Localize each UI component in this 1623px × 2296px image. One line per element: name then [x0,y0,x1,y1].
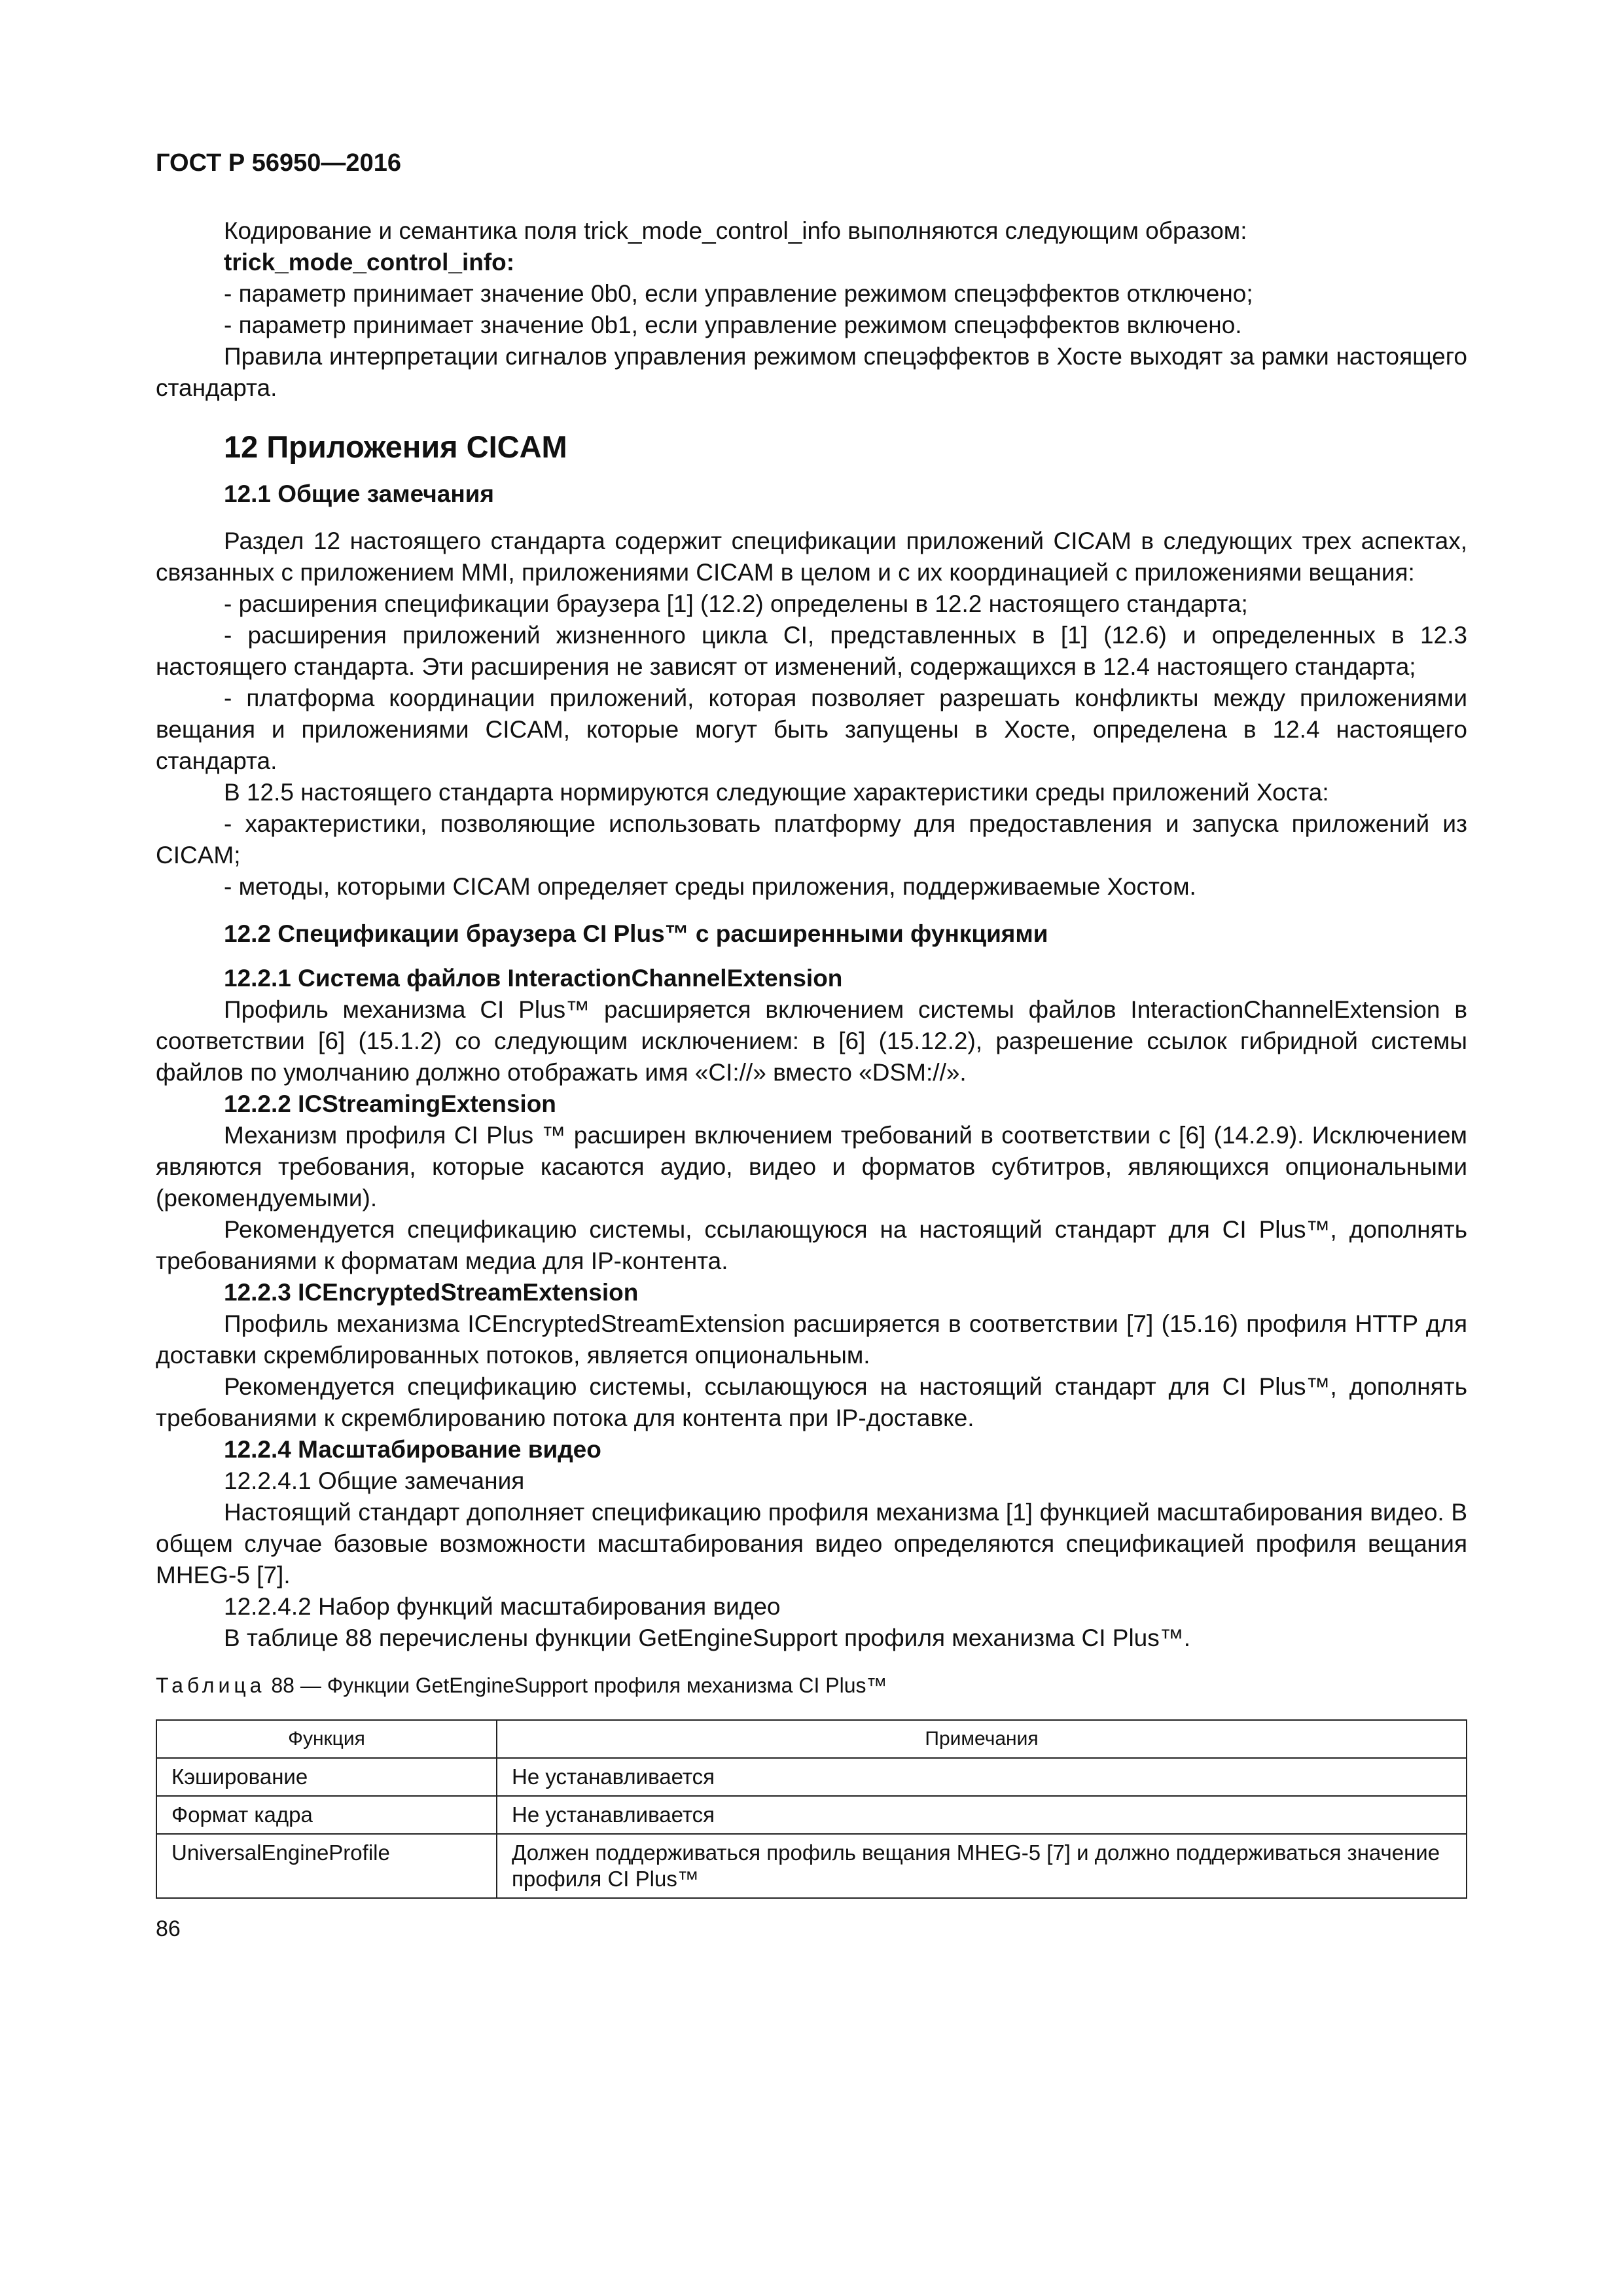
functions-table [156,1719,1467,1899]
subsubsection-title: 12.2.3 ICEncryptedStreamExtension [224,1279,639,1306]
paragraph: В 12.5 настоящего стандарта нормируются следующие характеристики среды приложений Хоста: [224,779,1329,806]
paragraph: Профиль механизма CI Plus™ расширяется включением системы файлов InteractionChannelExtension в соответствии [6] (15.1.2) со следующим исключением: в [6] (15.12.2), разрешение ссылок гибридной системы файлов по умолчанию должно отображать имя «CI://» вместо «DSM://». [156,996,1467,1086]
table-caption-label: Таблица [156,1674,266,1697]
table-row [156,1758,1467,1796]
section-title: 12 Приложения CICAM [224,429,567,464]
document-header: ГОСТ Р 56950—2016 [156,149,401,177]
list-item: - характеристики, позволяющие использовать платформу для предоставления и запуска приложений из CICAM; [156,810,1467,869]
cell-function: UniversalEngineProfile [156,1834,497,1898]
list-item: - расширения приложений жизненного цикла CI, представленных в [1] (12.6) и определенных в 12.3 настоящего стандарта. Эти расширения не зависят от изменений, содержащихся в 12.4 настоящего стандарта; [156,622,1467,680]
cell-function: Кэширование [156,1758,497,1796]
table-header-row [156,1720,1467,1758]
paragraph: В таблице 88 перечислены функции GetEngineSupport профиля механизма CI Plus™. [224,1624,1191,1651]
paragraph: Кодирование и семантика поля trick_mode_control_info выполняются следующим образом: [224,217,1247,244]
table-row [156,1796,1467,1834]
document-page [156,147,1467,1943]
list-item: - платформа координации приложений, которая позволяет разрешать конфликты между приложениями вещания и приложениями CICAM, которые могут быть запущены в Хосте, определена в 12.4 настоящего стандарта. [156,685,1467,774]
subsubsection-title: 12.2.4 Масштабирование видео [224,1436,601,1463]
paragraph: Настоящий стандарт дополняет спецификацию профиля механизма [1] функцией масштабирования видео. В общем случае базовые возможности масштабирования видео определяются спецификацией профиля вещания MHEG-5 [7]. [156,1499,1467,1588]
page-number: 86 [156,1916,181,1941]
cell-note: Не устанавливается [497,1796,1467,1834]
table-caption-text: 88 — Функции GetEngineSupport профиля механизма CI Plus™ [265,1674,887,1697]
cell-note: Должен поддерживаться профиль вещания MHEG-5 [7] и должно поддерживаться значение профиля CI Plus™ [497,1834,1467,1898]
column-header-function: Функция [156,1720,497,1758]
paragraph: Профиль механизма ICEncryptedStreamExtension расширяется в соответствии [7] (15.16) профиля HTTP для доставки скремблированных потоков, является опциональным. [156,1310,1467,1369]
table-caption [156,1671,1467,1700]
subsubsection-title: 12.2.2 ICStreamingExtension [224,1090,556,1117]
paragraph: Раздел 12 настоящего стандарта содержит спецификации приложений CICAM в следующих трех аспектах, связанных с приложением MMI, приложениями CICAM в целом и с их координацией с приложениями вещания: [156,528,1467,586]
paragraph: Механизм профиля CI Plus ™ расширен включением требований в соответствии с [6] (14.2.9). Исключением являются требования, которые касаются аудио, видео и форматов субтитров, являющихся опциональными (рекомендуемыми). [156,1122,1467,1211]
paragraph: Рекомендуется спецификацию системы, ссылающуюся на настоящий стандарт для CI Plus™, дополнять требованиями к скремблированию потока для контента при IP-доставке. [156,1373,1467,1431]
paragraph: Рекомендуется спецификацию системы, ссылающуюся на настоящий стандарт для CI Plus™, дополнять требованиями к форматам медиа для IP-контента. [156,1216,1467,1274]
paragraph: Правила интерпретации сигналов управления режимом спецэффектов в Хосте выходят за рамки настоящего стандарта. [156,343,1467,401]
list-item: - расширения спецификации браузера [1] (12.2) определены в 12.2 настоящего стандарта; [224,590,1248,617]
list-item: - параметр принимает значение 0b1, если управление режимом спецэффектов включено. [224,312,1242,338]
table-row [156,1834,1467,1898]
clause-title: 12.2.4.1 Общие замечания [224,1467,525,1494]
list-item: - методы, которыми CICAM определяет среды приложения, поддерживаемые Хостом. [224,873,1196,900]
column-header-notes: Примечания [497,1720,1467,1758]
field-name: trick_mode_control_info: [224,249,515,276]
subsection-title: 12.1 Общие замечания [224,480,494,507]
subsubsection-title: 12.2.1 Система файлов InteractionChannelExtension [224,965,843,992]
list-item: - параметр принимает значение 0b0, если управление режимом спецэффектов отключено; [224,280,1253,307]
cell-note: Не устанавливается [497,1758,1467,1796]
clause-title: 12.2.4.2 Набор функций масштабирования видео [224,1593,781,1620]
subsection-title: 12.2 Спецификации браузера CI Plus™ с расширенными функциями [224,920,1048,947]
cell-function: Формат кадра [156,1796,497,1834]
